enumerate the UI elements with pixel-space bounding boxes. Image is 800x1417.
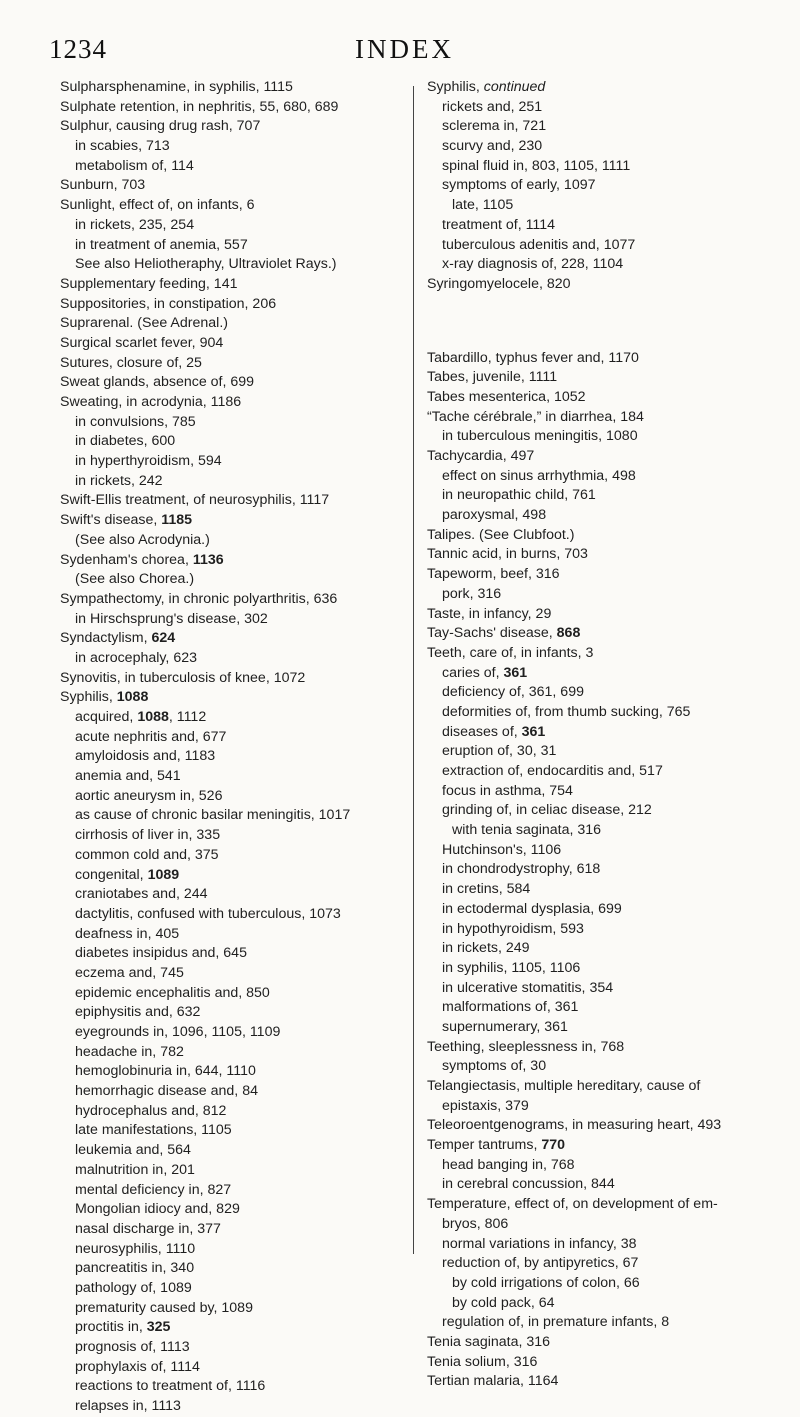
entry-text: in hypothyroidism, 593 bbox=[442, 920, 584, 937]
entry-bold-page-ref: 770 bbox=[541, 1137, 565, 1154]
index-subentry bbox=[427, 939, 772, 959]
index-entry bbox=[60, 196, 412, 216]
entry-text: Sulphate retention, in nephritis, 55, 680, 689 bbox=[60, 98, 339, 115]
index-subentry bbox=[60, 787, 412, 807]
entry-text: late, 1105 bbox=[452, 197, 514, 214]
index-entry bbox=[427, 368, 772, 388]
index-subentry bbox=[427, 157, 772, 177]
entry-text: Swift-Ellis treatment, of neurosyphilis, 1117 bbox=[60, 492, 330, 509]
entry-text: acute nephritis and, 677 bbox=[75, 728, 227, 745]
entry-text: in rickets, 249 bbox=[442, 940, 530, 957]
index-subentry bbox=[60, 1279, 412, 1299]
entry-text: Swift's disease, bbox=[60, 512, 162, 529]
index-subentry bbox=[60, 708, 412, 728]
index-entry bbox=[427, 447, 772, 467]
index-subentry bbox=[60, 1377, 412, 1397]
index-subentry bbox=[60, 452, 412, 472]
entry-text: scurvy and, 230 bbox=[442, 138, 543, 155]
entry-text: (See also Chorea.) bbox=[75, 571, 195, 588]
page-number: 1234 bbox=[49, 34, 107, 64]
entry-text: malnutrition in, 201 bbox=[75, 1161, 195, 1178]
entry-text: in treatment of anemia, 557 bbox=[75, 236, 248, 253]
entry-bold-page-ref: 361 bbox=[521, 723, 546, 740]
index-subentry bbox=[60, 137, 412, 157]
index-subentry bbox=[427, 801, 772, 821]
index-entry bbox=[60, 275, 412, 295]
entry-text: Tapeworm, beef, 316 bbox=[427, 566, 560, 583]
index-subentry bbox=[60, 905, 412, 925]
entry-text: pancreatitis in, 340 bbox=[75, 1260, 195, 1277]
entry-text: Suppositories, in constipation, 206 bbox=[60, 295, 277, 312]
entry-text: Sunburn, 703 bbox=[60, 177, 146, 194]
index-subentry bbox=[60, 1161, 412, 1181]
entry-text: extraction of, endocarditis and, 517 bbox=[442, 763, 663, 779]
index-entry bbox=[427, 388, 772, 408]
index-subentry bbox=[60, 570, 412, 590]
index-subentry bbox=[60, 1102, 412, 1122]
entry-bold-page-ref: 1136 bbox=[192, 551, 224, 568]
index-entry bbox=[60, 314, 412, 334]
index-subentry bbox=[427, 1057, 772, 1077]
index-subentry bbox=[60, 1220, 412, 1240]
entry-text: supernumerary, 361 bbox=[442, 1018, 568, 1035]
entry-text: x-ray diagnosis of, 228, 1104 bbox=[442, 256, 624, 273]
entry-text: rickets and, 251 bbox=[442, 98, 543, 115]
entry-bold-page-ref: 361 bbox=[503, 664, 528, 681]
index-subentry bbox=[60, 964, 412, 984]
index-subentry bbox=[427, 683, 772, 703]
entry-text: craniotabes and, 244 bbox=[75, 886, 208, 903]
index-entry bbox=[427, 275, 772, 295]
entry-text: Sunlight, effect of, on infants, 6 bbox=[60, 197, 255, 214]
index-subentry bbox=[427, 176, 772, 196]
entry-text: epiphysitis and, 632 bbox=[75, 1004, 201, 1021]
index-subentry bbox=[60, 846, 412, 866]
index-subentry bbox=[427, 860, 772, 880]
entry-text: tuberculous adenitis and, 1077 bbox=[442, 236, 636, 253]
entry-bold-page-ref: 624 bbox=[151, 630, 176, 647]
entry-text: bryos, 806 bbox=[442, 1215, 509, 1232]
entry-text: hemoglobinuria in, 644, 1110 bbox=[75, 1063, 256, 1080]
entry-bold-page-ref: 1088 bbox=[116, 689, 149, 706]
index-subentry bbox=[427, 255, 772, 275]
index-subentry bbox=[60, 1003, 412, 1023]
column-divider bbox=[413, 86, 414, 1254]
entry-text: leukemia and, 564 bbox=[75, 1142, 191, 1159]
entry-trailing-text: , 1112 bbox=[168, 709, 207, 725]
index-subentry bbox=[60, 157, 412, 177]
index-subentry bbox=[427, 216, 772, 236]
index-subentry bbox=[60, 925, 412, 945]
index-subentry bbox=[60, 432, 412, 452]
index-entry bbox=[427, 605, 772, 625]
index-entry bbox=[427, 78, 772, 98]
entry-text: deficiency of, 361, 699 bbox=[442, 684, 584, 701]
entry-text: Syphilis, bbox=[60, 689, 117, 706]
index-entry bbox=[427, 1136, 772, 1156]
index-subentry bbox=[60, 1082, 412, 1102]
entry-text: Telangiectasis, multiple hereditary, cause of bbox=[427, 1078, 701, 1094]
entry-text: Tabes, juvenile, 1111 bbox=[427, 369, 558, 386]
entry-text: in ulcerative stomatitis, 354 bbox=[442, 979, 614, 996]
index-subentry bbox=[427, 117, 772, 137]
index-subentry bbox=[427, 920, 772, 940]
index-subentry bbox=[60, 1397, 412, 1417]
index-entry bbox=[60, 688, 412, 708]
index-entry bbox=[427, 1038, 772, 1058]
index-subentry bbox=[60, 984, 412, 1004]
entry-text: metabolism of, 114 bbox=[75, 157, 194, 174]
index-subentry bbox=[60, 413, 412, 433]
index-subentry bbox=[427, 98, 772, 118]
index-subentry bbox=[60, 728, 412, 748]
entry-text: epidemic encephalitis and, 850 bbox=[75, 984, 270, 1001]
entry-text: symptoms of, 30 bbox=[442, 1058, 547, 1075]
index-subentry bbox=[60, 1121, 412, 1141]
index-subentry bbox=[427, 703, 772, 723]
entry-text: Synovitis, in tuberculosis of knee, 1072 bbox=[60, 669, 306, 686]
index-subentry bbox=[427, 900, 772, 920]
entry-text: congenital, bbox=[75, 866, 148, 883]
index-subentry bbox=[60, 826, 412, 846]
t-section bbox=[427, 349, 772, 1392]
entry-text: prophylaxis of, 1114 bbox=[75, 1358, 200, 1375]
entry-text: in diabetes, 600 bbox=[75, 433, 176, 450]
entry-text: late manifestations, 1105 bbox=[75, 1122, 232, 1139]
entry-text: in tuberculous meningitis, 1080 bbox=[442, 428, 638, 445]
index-subentry bbox=[427, 1235, 772, 1255]
index-subentry bbox=[60, 1299, 412, 1319]
index-entry bbox=[60, 590, 412, 610]
index-subentry bbox=[427, 742, 772, 762]
index-entry bbox=[427, 624, 772, 644]
entry-text: eyegrounds in, 1096, 1105, 1109 bbox=[75, 1024, 281, 1040]
index-subentry bbox=[427, 1215, 772, 1235]
entry-text: deformities of, from thumb sucking, 765 bbox=[442, 703, 691, 720]
index-subentry bbox=[60, 1240, 412, 1260]
index-subentry bbox=[427, 880, 772, 900]
index-entry bbox=[427, 545, 772, 565]
entry-text: acquired, bbox=[75, 709, 138, 725]
entry-text: cirrhosis of liver in, 335 bbox=[75, 827, 221, 844]
entry-text: neurosyphilis, 1110 bbox=[75, 1240, 196, 1257]
entry-text: pork, 316 bbox=[442, 585, 502, 602]
entry-text: Tay-Sachs' disease, bbox=[427, 625, 557, 642]
entry-text: deafness in, 405 bbox=[75, 925, 180, 942]
index-subentry bbox=[60, 255, 412, 275]
entry-text: grinding of, in celiac disease, 212 bbox=[442, 802, 652, 819]
index-subentry bbox=[427, 762, 772, 782]
entry-text: Tertian malaria, 1164 bbox=[427, 1373, 559, 1390]
index-subentry bbox=[427, 467, 772, 487]
entry-text: Syndactylism, bbox=[60, 630, 152, 647]
index-entry bbox=[60, 393, 412, 413]
syphilis-continued-section bbox=[427, 78, 772, 295]
index-subentry bbox=[427, 585, 772, 605]
entry-text: in cretins, 584 bbox=[442, 881, 531, 898]
index-entry bbox=[60, 551, 412, 571]
entry-text: spinal fluid in, 803, 1105, 1111 bbox=[442, 157, 631, 174]
entry-text: Teething, sleeplessness in, 768 bbox=[427, 1038, 625, 1055]
entry-text: treatment of, 1114 bbox=[442, 216, 556, 233]
entry-text: Syphilis, bbox=[427, 79, 484, 95]
entry-text: in hyperthyroidism, 594 bbox=[75, 453, 222, 470]
entry-text: (See also Acrodynia.) bbox=[75, 531, 210, 548]
entry-text: See also Heliotheraphy, Ultraviolet Rays.) bbox=[75, 256, 337, 273]
index-entry bbox=[60, 669, 412, 689]
index-subentry bbox=[60, 866, 412, 886]
entry-text: aortic aneurysm in, 526 bbox=[75, 787, 223, 804]
index-entry bbox=[427, 408, 772, 428]
entry-text: prognosis of, 1113 bbox=[75, 1339, 190, 1355]
index-subentry bbox=[60, 472, 412, 492]
index-entry bbox=[60, 334, 412, 354]
entry-text: nasal discharge in, 377 bbox=[75, 1220, 221, 1237]
index-subentry bbox=[427, 959, 772, 979]
index-subentry bbox=[427, 782, 772, 802]
entry-text: diabetes insipidus and, 645 bbox=[75, 945, 247, 962]
entry-text: Mongolian idiocy and, 829 bbox=[75, 1201, 240, 1218]
index-subentry bbox=[60, 1043, 412, 1063]
index-subentry bbox=[60, 806, 412, 826]
index-subentry bbox=[427, 1254, 772, 1274]
index-subentry bbox=[427, 664, 772, 684]
entry-text: Tannic acid, in burns, 703 bbox=[427, 546, 588, 563]
entry-text: amyloidosis and, 1183 bbox=[75, 748, 216, 765]
entry-text: relapses in, 1113 bbox=[75, 1398, 181, 1415]
index-subentry bbox=[427, 998, 772, 1018]
entry-text: regulation of, in premature infants, 8 bbox=[442, 1314, 670, 1331]
index-subentry bbox=[60, 1062, 412, 1082]
entry-text: malformations of, 361 bbox=[442, 999, 579, 1016]
entry-text: by cold pack, 64 bbox=[452, 1294, 555, 1311]
index-entry bbox=[60, 117, 412, 137]
entry-text: anemia and, 541 bbox=[75, 768, 181, 785]
entry-text: focus in asthma, 754 bbox=[442, 782, 573, 799]
entry-text: common cold and, 375 bbox=[75, 846, 219, 863]
index-subentry bbox=[427, 137, 772, 157]
index-entry bbox=[427, 1353, 772, 1373]
entry-text: sclerema in, 721 bbox=[442, 118, 547, 135]
entry-text: Tenia saginata, 316 bbox=[427, 1333, 551, 1350]
index-subentry bbox=[427, 723, 772, 743]
entry-bold-page-ref: 1089 bbox=[147, 866, 180, 883]
entry-text: hemorrhagic disease and, 84 bbox=[75, 1083, 258, 1100]
index-entry bbox=[427, 565, 772, 585]
entry-text: in syphilis, 1105, 1106 bbox=[442, 959, 581, 976]
index-subentry bbox=[60, 531, 412, 551]
entry-text: Sydenham's chorea, bbox=[60, 551, 193, 568]
index-entry bbox=[427, 1077, 772, 1097]
index-subentry bbox=[427, 196, 772, 216]
entry-text: Sweating, in acrodynia, 1186 bbox=[60, 394, 242, 410]
entry-text: Surgical scarlet fever, 904 bbox=[60, 334, 224, 351]
entry-text: in ectodermal dysplasia, 699 bbox=[442, 900, 622, 917]
index-subentry bbox=[427, 1313, 772, 1333]
entry-text: in cerebral concussion, 844 bbox=[442, 1176, 615, 1193]
right-index-column bbox=[427, 78, 772, 1392]
index-subentry bbox=[427, 841, 772, 861]
index-subentry bbox=[427, 821, 772, 841]
index-subentry bbox=[60, 1338, 412, 1358]
entry-bold-page-ref: 868 bbox=[556, 625, 581, 642]
entry-text: pathology of, 1089 bbox=[75, 1279, 192, 1296]
index-subentry bbox=[60, 1358, 412, 1378]
entry-bold-page-ref: 1088 bbox=[137, 709, 169, 725]
entry-text: in chondrodystrophy, 618 bbox=[442, 861, 601, 878]
entry-text: epistaxis, 379 bbox=[442, 1097, 529, 1114]
index-subentry bbox=[60, 885, 412, 905]
index-subentry bbox=[427, 486, 772, 506]
index-subentry bbox=[427, 1097, 772, 1117]
entry-text: Sweat glands, absence of, 699 bbox=[60, 374, 255, 391]
entry-text: Teleoroentgenograms, in measuring heart, 493 bbox=[427, 1117, 722, 1134]
entry-text: effect on sinus arrhythmia, 498 bbox=[442, 467, 636, 484]
entry-text: in neuropathic child, 761 bbox=[442, 487, 596, 504]
index-entry bbox=[427, 644, 772, 664]
entry-text: normal variations in infancy, 38 bbox=[442, 1235, 637, 1252]
index-entry bbox=[60, 176, 412, 196]
index-entry bbox=[60, 511, 412, 531]
entry-text: symptoms of early, 1097 bbox=[442, 177, 596, 194]
entry-italic-text: continued bbox=[483, 79, 546, 95]
index-subentry bbox=[60, 216, 412, 236]
index-subentry bbox=[60, 944, 412, 964]
index-subentry bbox=[427, 1175, 772, 1195]
index-subentry bbox=[60, 1318, 412, 1338]
entry-text: Suprarenal. (See Adrenal.) bbox=[60, 315, 228, 332]
index-subentry bbox=[60, 1023, 412, 1043]
entry-text: Sulphur, causing drug rash, 707 bbox=[60, 118, 261, 135]
entry-text: in Hirschsprung's disease, 302 bbox=[75, 610, 268, 627]
index-entry bbox=[60, 491, 412, 511]
index-entry bbox=[427, 1333, 772, 1353]
entry-text: in scabies, 713 bbox=[75, 138, 170, 155]
entry-text: Sutures, closure of, 25 bbox=[60, 354, 202, 371]
entry-text: Teeth, care of, in infants, 3 bbox=[427, 644, 594, 661]
index-entry bbox=[60, 78, 412, 98]
index-entry bbox=[427, 526, 772, 546]
entry-text: Supplementary feeding, 141 bbox=[60, 275, 238, 292]
index-subentry bbox=[427, 427, 772, 447]
running-title: INDEX bbox=[355, 34, 454, 64]
entry-text: by cold irrigations of colon, 66 bbox=[452, 1274, 640, 1291]
section-gap bbox=[427, 295, 772, 349]
entry-text: Syringomyelocele, 820 bbox=[427, 275, 571, 292]
index-subentry bbox=[60, 1259, 412, 1279]
entry-text: Talipes. (See Clubfoot.) bbox=[427, 526, 575, 543]
index-entry bbox=[427, 1195, 772, 1215]
entry-text: head banging in, 768 bbox=[442, 1156, 575, 1173]
index-entry bbox=[427, 1372, 772, 1392]
entry-text: Sulpharsphenamine, in syphilis, 1115 bbox=[60, 79, 293, 95]
entry-text: eruption of, 30, 31 bbox=[442, 743, 557, 760]
index-entry bbox=[60, 629, 412, 649]
index-subentry bbox=[427, 1294, 772, 1314]
index-subentry bbox=[427, 506, 772, 526]
entry-text: Tabes mesenterica, 1052 bbox=[427, 388, 586, 405]
index-entry bbox=[427, 349, 772, 369]
index-entry bbox=[60, 354, 412, 374]
entry-text: Tabardillo, typhus fever and, 1170 bbox=[427, 349, 639, 366]
entry-text: paroxysmal, 498 bbox=[442, 507, 547, 524]
entry-text: reduction of, by antipyretics, 67 bbox=[442, 1255, 639, 1272]
index-subentry bbox=[60, 610, 412, 630]
index-subentry bbox=[427, 979, 772, 999]
index-entry bbox=[60, 373, 412, 393]
entry-text: diseases of, bbox=[442, 723, 522, 740]
entry-text: caries of, bbox=[442, 664, 504, 681]
entry-bold-page-ref: 325 bbox=[146, 1319, 171, 1336]
entry-bold-page-ref: 1185 bbox=[161, 512, 193, 529]
index-subentry bbox=[60, 747, 412, 767]
entry-text: with tenia saginata, 316 bbox=[452, 822, 602, 839]
entry-text: mental deficiency in, 827 bbox=[75, 1181, 232, 1198]
entry-text: “Tache cérébrale,” in diarrhea, 184 bbox=[427, 408, 644, 425]
index-entry bbox=[427, 1116, 772, 1136]
left-index-column bbox=[60, 78, 412, 1417]
entry-text: Temperature, effect of, on development of em- bbox=[427, 1196, 718, 1213]
index-subentry bbox=[60, 767, 412, 787]
index-subentry bbox=[427, 236, 772, 256]
index-entry bbox=[60, 98, 412, 118]
entry-text: headache in, 782 bbox=[75, 1043, 184, 1060]
entry-text: Hutchinson's, 1106 bbox=[442, 841, 562, 858]
entry-text: in rickets, 235, 254 bbox=[75, 216, 195, 233]
page-header bbox=[0, 34, 800, 74]
entry-text: hydrocephalus and, 812 bbox=[75, 1102, 227, 1119]
entry-text: dactylitis, confused with tuberculous, 1073 bbox=[75, 905, 341, 922]
index-subentry bbox=[60, 1181, 412, 1201]
entry-text: in acrocephaly, 623 bbox=[75, 649, 197, 666]
index-subentry bbox=[427, 1156, 772, 1176]
entry-text: eczema and, 745 bbox=[75, 964, 184, 981]
entry-text: proctitis in, bbox=[75, 1319, 147, 1336]
index-subentry bbox=[60, 236, 412, 256]
index-subentry bbox=[60, 1200, 412, 1220]
entry-text: Temper tantrums, bbox=[427, 1137, 542, 1154]
entry-text: in rickets, 242 bbox=[75, 472, 163, 489]
index-subentry bbox=[427, 1274, 772, 1294]
entry-text: Tachycardia, 497 bbox=[427, 448, 535, 464]
index-subentry bbox=[60, 649, 412, 669]
index-subentry bbox=[427, 1018, 772, 1038]
entry-text: Taste, in infancy, 29 bbox=[427, 605, 552, 622]
entry-text: as cause of chronic basilar meningitis, 1017 bbox=[75, 807, 351, 824]
index-subentry bbox=[60, 1141, 412, 1161]
entry-text: prematurity caused by, 1089 bbox=[75, 1299, 253, 1316]
entry-text: Tenia solium, 316 bbox=[427, 1353, 538, 1370]
entry-text: Sympathectomy, in chronic polyarthritis, 636 bbox=[60, 590, 338, 607]
index-entry bbox=[60, 295, 412, 315]
entry-text: reactions to treatment of, 1116 bbox=[75, 1378, 266, 1395]
entry-text: in convulsions, 785 bbox=[75, 413, 196, 430]
